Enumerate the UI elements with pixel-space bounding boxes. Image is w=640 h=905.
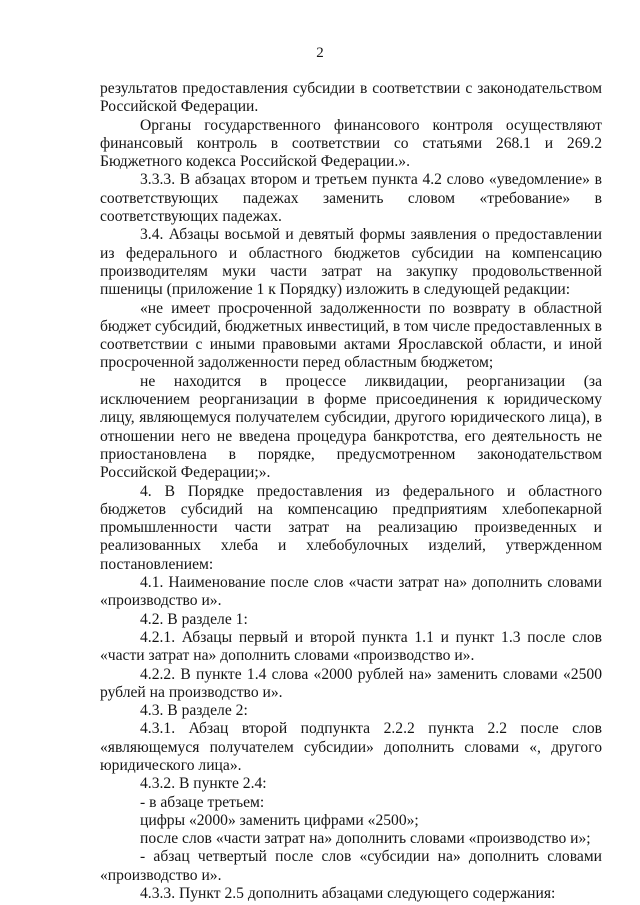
paragraph-4-3-2-item-fourth-abzac: - абзац четвертый после слов «субсидии на» дополнить словами «производство и». [100,848,602,884]
paragraph-4-3-2-item-third-abzac: - в абзаце третьем: [140,793,265,811]
page-number: 2 [316,45,324,61]
paragraph-4-3-1: 4.3.1. Абзац второй подпункта 2.2.2 пункта 2.2 после слов «являющемуся получателем субсидии» дополнить словами «, другого юридического лица». [100,720,602,774]
paragraph-4-3-2: 4.3.2. В пункте 2.4: [140,775,267,793]
paragraph-quote-no-debt: «не имеет просроченной задолженности по возврату в областной бюджет субсидий, бюджетных инвестиций, в том числе предоставленных в соответствии с иными правовыми актами Ярославской области, и иной просроченной задолженности перед областным бюджетом; [100,299,602,372]
paragraph-4-3-3: 4.3.3. Пункт 2.5 дополнить абзацами следующего содержания: [140,885,556,903]
paragraph-financial-control: Органы государственного финансового контроля осуществляют финансовый контроль в соответствии со статьями 268.1 и 269.2 Бюджетного кодекса Российской Федерации.». [100,116,602,171]
document-body [100,80,602,903]
paragraph-4-2-1: 4.2.1. Абзацы первый и второй пункта 1.1 и пункт 1.3 после слов «части затрат на» дополнить словами «производство и». [100,628,602,665]
paragraph-4-3-2-digits: цифры «2000» заменить цифрами «2500»; [140,811,419,829]
paragraph-4-3-2-after-words: после слов «части затрат на» дополнить словами «производство и»; [140,830,591,848]
paragraph-3-4: 3.4. Абзацы восьмой и девятый формы заявления о предоставлении из федерального и областного бюджетов субсидии на компенсацию производителям муки части затрат на закупку продовольственной пшеницы (приложение 1 к Порядку) изложить в следующей редакции: [100,226,602,299]
paragraph-3-3-3: 3.3.3. В абзацах втором и третьем пункта 4.2 слово «уведомление» в соответствующих падежах заменить словом «требование» в соответствующих падежах. [100,171,602,226]
paragraph-4-2: 4.2. В разделе 1: [140,610,248,628]
paragraph-quote-no-liquidation: не находится в процессе ликвидации, реорганизации (за исключением реорганизации в форме присоединения к юридическому лицу, являющемуся получателем субсидии, другого юридического лица), в отношении него не введена процедура банкротства, его деятельность не приостановлена в порядке, предусмотренном законодательством Российской Федерации;». [100,372,602,482]
paragraph-4-1: 4.1. Наименование после слов «части затрат на» дополнить словами «производство и». [100,574,602,610]
paragraph-4-3: 4.3. В разделе 2: [140,702,248,720]
paragraph-continuation: результатов предоставления субсидии в соответствии с законодательством Российской Федерации. [100,80,602,116]
paragraph-4: 4. В Порядке предоставления из федерального и областного бюджетов субсидий на компенсацию предприятиям хлебопекарной промышленности части затрат на реализацию произведенных и реализованных хлеба и хлебобулочных изделий, утвержденном постановлением: [100,482,602,573]
paragraph-4-2-2: 4.2.2. В пункте 1.4 слова «2000 рублей на» заменить словами «2500 рублей на производство и». [100,665,602,701]
